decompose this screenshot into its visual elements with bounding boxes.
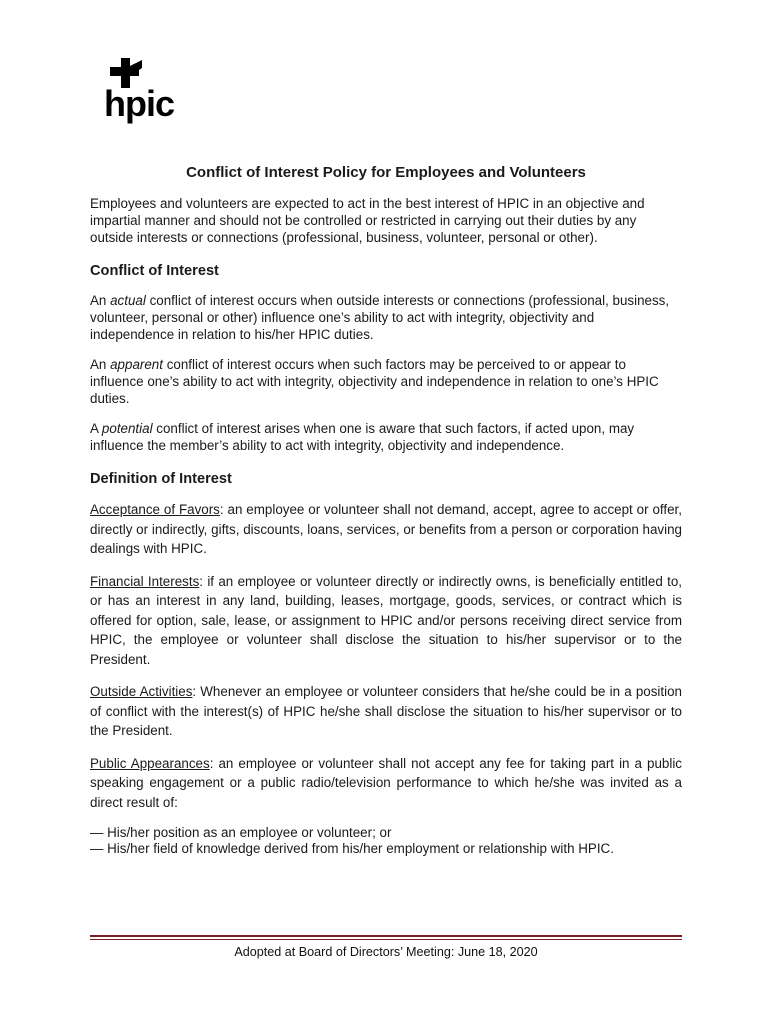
list-item: — His/her position as an employee or volunteer; or — [90, 825, 392, 840]
financial-term: Financial Interests — [90, 573, 200, 589]
apparent-prefix: An — [90, 357, 111, 372]
actual-paragraph — [90, 292, 682, 343]
footer-divider — [90, 935, 682, 940]
potential-term: potential — [101, 421, 153, 436]
favors-paragraph — [90, 500, 682, 559]
public-term: Public Appearances — [90, 755, 210, 771]
actual-text: conflict of interest occurs when outside interests or connections (professional, business, volunteer, personal or other) influence one’s ability to act with integrity, objectivity and independence in relation to his/her HPIC duties. — [90, 293, 670, 342]
document-title: Conflict of Interest Policy for Employees and Volunteers — [186, 164, 586, 181]
financial-paragraph — [90, 572, 682, 670]
section-heading-conflict: Conflict of Interest — [90, 263, 219, 279]
potential-text: conflict of interest arises when one is aware that such factors, if acted upon, may influence the member’s ability to act with integrity, objectivity and independence. — [90, 421, 635, 453]
potential-paragraph — [90, 420, 682, 454]
section-heading-definition: Definition of Interest — [90, 471, 232, 487]
condition-list — [90, 825, 682, 857]
actual-term: actual — [110, 293, 146, 308]
favors-text: : an employee or volunteer shall not demand, accept, agree to accept or offer, directly or indirectly, gifts, discounts, loans, services, or benefits from a person or corporation having dealings with HPIC. — [90, 502, 682, 556]
public-text: : an employee or volunteer shall not accept any fee for taking part in a public speaking engagement or a public radio/television performance to which he/she was invited as a direct result of: — [90, 755, 682, 810]
hpic-logo — [104, 56, 174, 134]
potential-prefix: A — [90, 421, 102, 436]
outside-paragraph — [90, 682, 682, 741]
actual-prefix: An — [90, 293, 111, 308]
public-paragraph — [90, 754, 682, 813]
apparent-paragraph — [90, 356, 682, 407]
financial-text: : if an employee or volunteer directly or indirectly owns, is beneficially entitled to, or has an interest in any land, building, leases, mortgage, goods, services, or contract which is offered for option, sale, lease, or assignment to HPIC and/or persons receiving direct service from HPIC, the employee or volunteer shall disclose the situation to his/her supervisor or to the President. — [90, 573, 682, 667]
apparent-term: apparent — [110, 357, 163, 372]
outside-term: Outside Activities — [90, 684, 193, 699]
list-item: — His/her field of knowledge derived from his/her employment or relationship with HPIC. — [90, 841, 614, 856]
outside-text: : Whenever an employee or volunteer considers that he/she could be in a position of conflict with the interest(s) of HPIC he/she shall disclose the situation to his/her supervisor or to the President. — [90, 684, 682, 738]
document-body — [90, 164, 682, 857]
favors-term: Acceptance of Favors — [90, 502, 220, 517]
intro-paragraph: Employees and volunteers are expected to act in the best interest of HPIC in an objective and impartial manner and should not be controlled or restricted in carrying out their duties by any outside interests or connections (professional, business, volunteer, personal or other). — [90, 196, 645, 245]
footer-adoption-note: Adopted at Board of Directors’ Meeting: June 18, 2020 — [234, 945, 538, 959]
logo-wordmark: hpic — [104, 83, 175, 124]
apparent-text: conflict of interest occurs when such factors may be perceived to or appear to influence one’s ability to act with integrity, objectivity and independence in relation to one’s HPIC duties. — [90, 357, 659, 406]
